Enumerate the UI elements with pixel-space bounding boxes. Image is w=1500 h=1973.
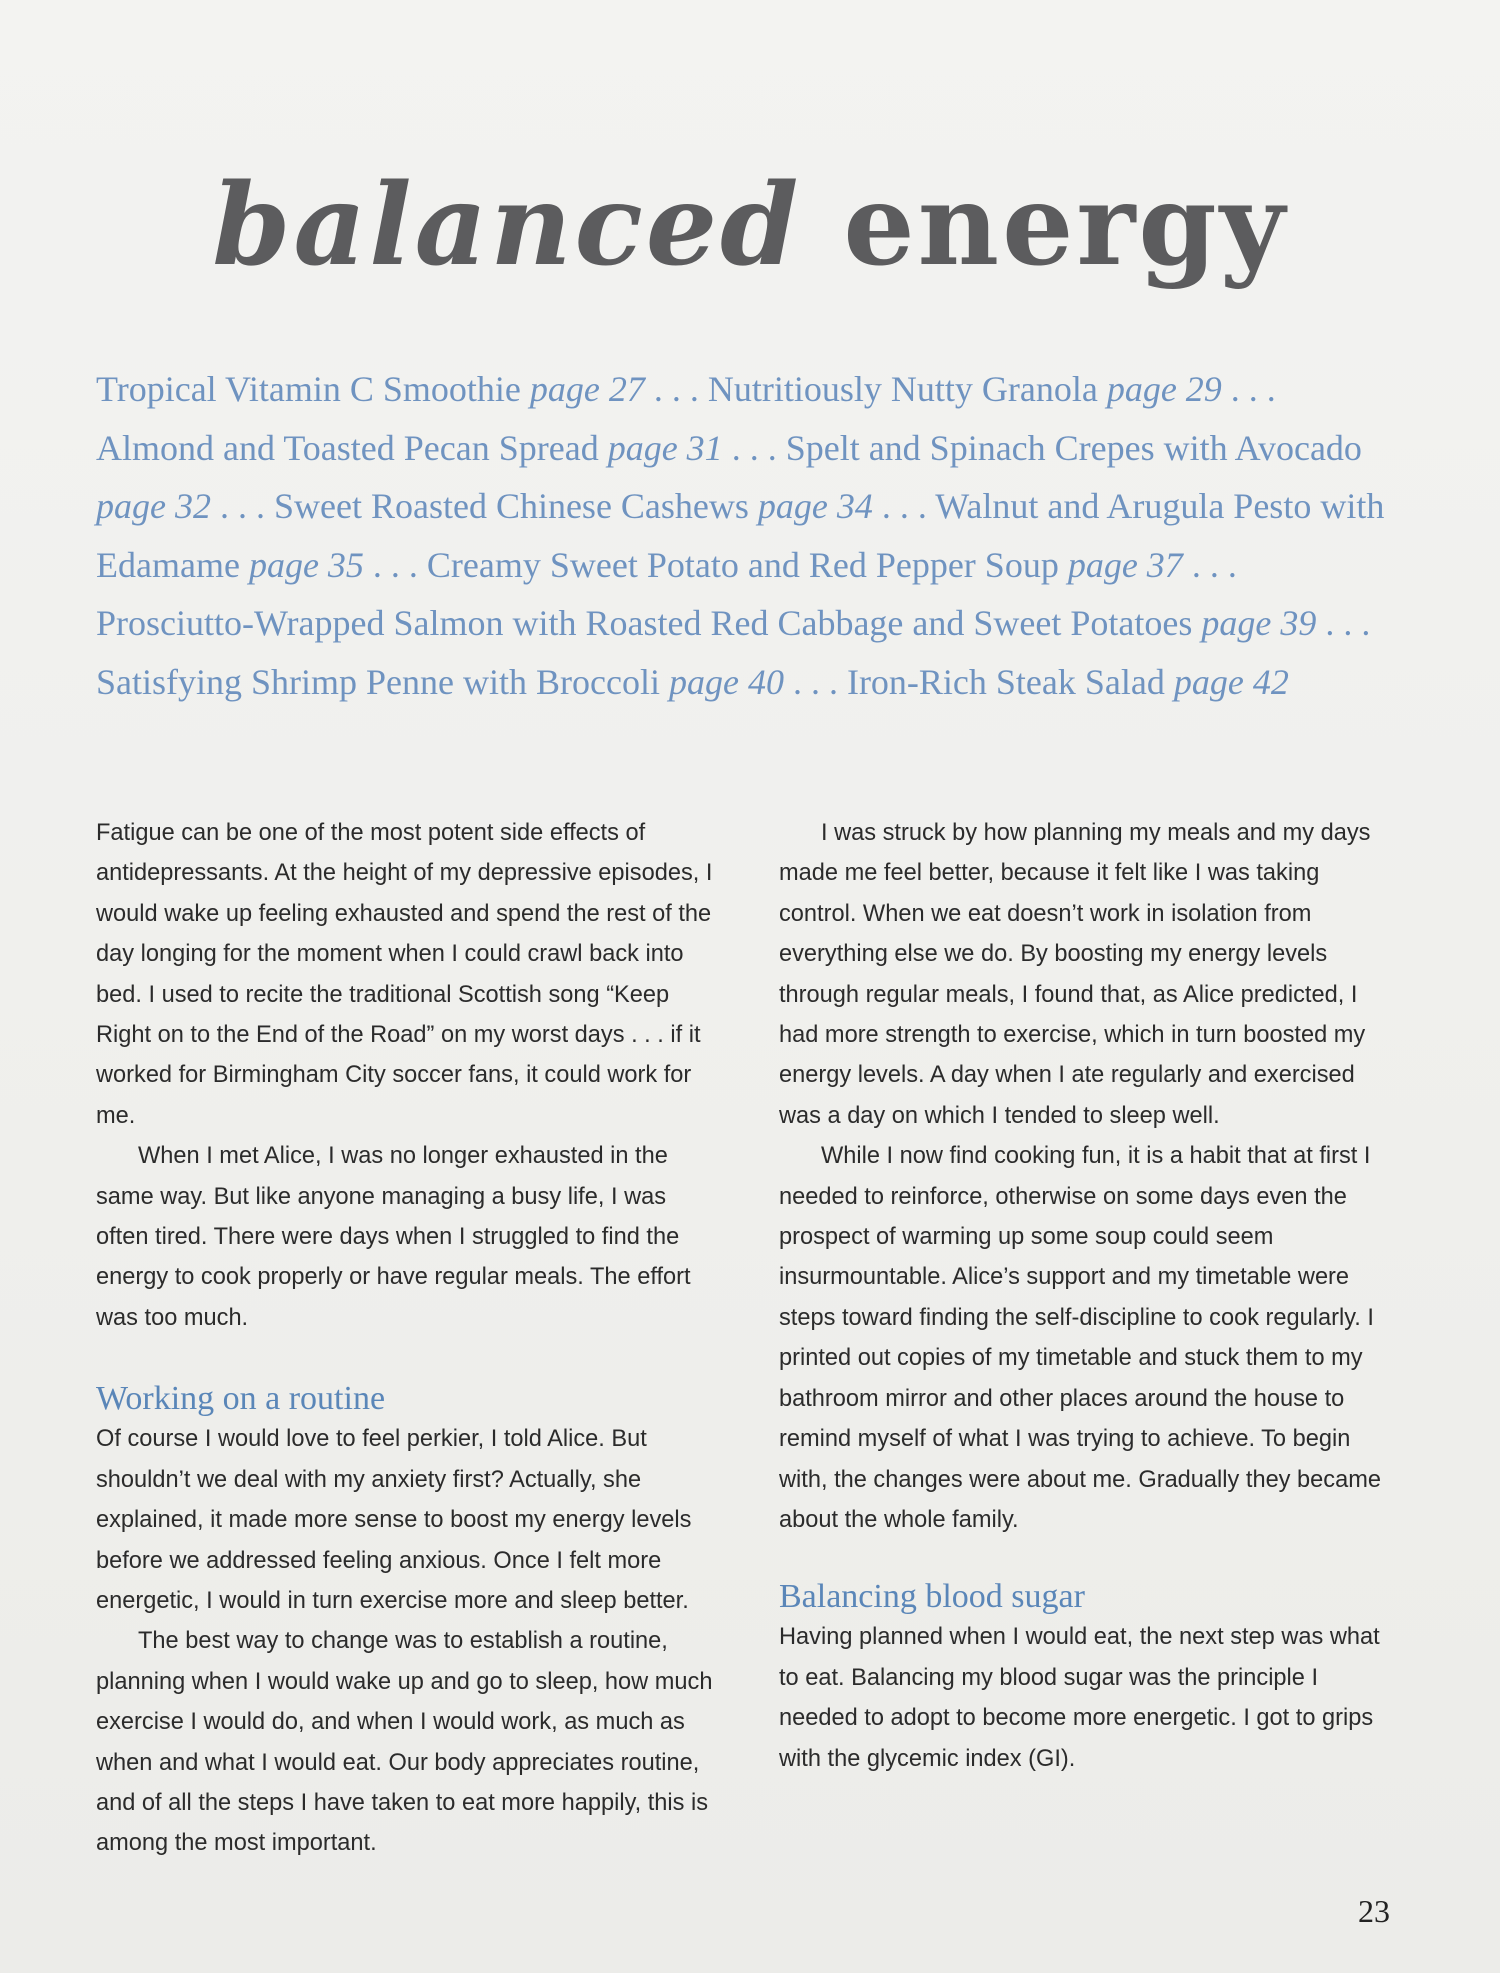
recipe-entry — [96, 428, 723, 468]
recipe-name: Prosciutto-Wrapped Salmon with Roasted Red Cabbage and Sweet Potatoes — [96, 603, 1193, 643]
recipe-name: Walnut and Arugula Pesto with Edamame — [96, 486, 1385, 585]
recipe-separator: . . . — [783, 661, 847, 702]
recipe-separator: . . . — [644, 369, 708, 409]
page-number: 23 — [1358, 1893, 1390, 1929]
recipe-entry — [847, 662, 1289, 702]
title-roman-word: energy — [843, 160, 1288, 292]
recipe-entry — [427, 545, 1183, 585]
recipe-name: Satisfying Shrimp Penne with Broccoli — [96, 661, 660, 702]
right-column — [779, 813, 1401, 1779]
recipe-name: Almond and Toasted Pecan Spread — [96, 427, 599, 468]
recipe-separator: . . . — [210, 486, 274, 526]
recipe-name: Creamy Sweet Potato and Red Pepper Soup — [426, 544, 1059, 585]
recipe-page: page 27 — [529, 369, 645, 409]
recipe-entry — [96, 662, 784, 702]
page-title — [0, 160, 1500, 292]
recipe-entry — [708, 369, 1222, 409]
recipe-page: page 39 — [1201, 603, 1317, 643]
recipe-page: page 35 — [248, 544, 364, 585]
recipe-page: page 40 — [668, 661, 784, 702]
recipe-page: page 42 — [1173, 661, 1289, 702]
recipe-separator: . . . — [1316, 603, 1371, 643]
recipe-page: page 29 — [1106, 369, 1222, 409]
body-paragraph: Of course I would love to feel perkier, I told Alice. But shouldn’t we deal with my anxiety first? Actually, she explained, it made more sense to boost my energy levels before we addressed feeling anxious. Once I felt more energetic, I would in turn exercise more and sleep better. — [96, 1426, 692, 1614]
recipe-name: Nutritiously Nutty Granola — [707, 369, 1098, 409]
left-column — [96, 813, 718, 1864]
recipe-separator: . . . — [872, 486, 936, 526]
recipe-index — [96, 360, 1386, 711]
recipe-separator: . . . — [722, 427, 786, 468]
recipe-name: Spelt and Spinach Crepes with Avocado — [785, 427, 1362, 468]
recipe-name: Sweet Roasted Chinese Cashews — [273, 486, 749, 526]
recipe-separator: . . . — [363, 544, 427, 585]
recipe-name: Iron-Rich Steak Salad — [846, 661, 1165, 702]
body-paragraph: I was struck by how planning my meals and my days made me feel better, because it felt like I was taking control. When we eat doesn’t work in isolation from everything else we do. By boosting my energy levels through regular meals, I found that, as Alice predicted, I had more strength to exercise, which in turn boosted my energy levels. A day when I ate regularly and exercised was a day on which I tended to sleep well. — [779, 820, 1371, 1129]
recipe-page: page 37 — [1067, 544, 1183, 585]
recipe-page: page 34 — [757, 486, 873, 526]
recipe-name: Tropical Vitamin C Smoothie — [96, 369, 521, 409]
recipe-entry — [96, 603, 1316, 643]
recipe-page: page 31 — [607, 427, 723, 468]
body-paragraph: Fatigue can be one of the most potent side effects of antidepressants. At the height of my depressive episodes, I would wake up feeling exhausted and spend the rest of the day longing for the moment when I could crawl back into bed. I used to recite the traditional Scottish song “Keep Right on to the End of the Road” on my worst days . . . if it worked for Birmingham City soccer fans, it could work for me. — [96, 820, 713, 1129]
body-paragraph: When I met Alice, I was no longer exhausted in the same way. But like anyone managing a busy life, I was often tired. There were days when I struggled to find the energy to cook properly or have regular meals. The effort was too much. — [96, 1143, 691, 1331]
body-paragraph: Having planned when I would eat, the next step was what to eat. Balancing my blood sugar was the principle I needed to adopt to become more energetic. I got to grips with the glycemic index (GI). — [779, 1624, 1380, 1772]
body-paragraph: While I now find cooking fun, it is a habit that at first I needed to reinforce, otherwise on some days even the prospect of warming up some soup could seem insurmountable. Alice’s support and my timetable were steps toward finding the self-discipline to cook regularly. I printed out copies of my timetable and stuck them to my bathroom mirror and other places around the house to remind myself of what I was trying to achieve. To begin with, the changes were about me. Gradually they became about the whole family. — [779, 1143, 1381, 1533]
recipe-separator: . . . — [1182, 544, 1237, 585]
recipe-entry — [96, 369, 645, 409]
recipe-entry — [274, 486, 873, 526]
section-heading-blood-sugar: Balancing blood sugar — [779, 1578, 1085, 1616]
section-heading-routine: Working on a routine — [96, 1380, 386, 1418]
recipe-separator: . . . — [1221, 369, 1276, 409]
body-paragraph: The best way to change was to establish a routine, planning when I would wake up and go to sleep, how much exercise I would do, and when I would work, as much as when and what I would eat. Our body appreciates routine, and of all the steps I have taken to eat more happily, this is among the most important. — [96, 1628, 713, 1857]
recipe-page: page 32 — [96, 486, 211, 526]
title-italic-word: balanced — [212, 160, 802, 292]
